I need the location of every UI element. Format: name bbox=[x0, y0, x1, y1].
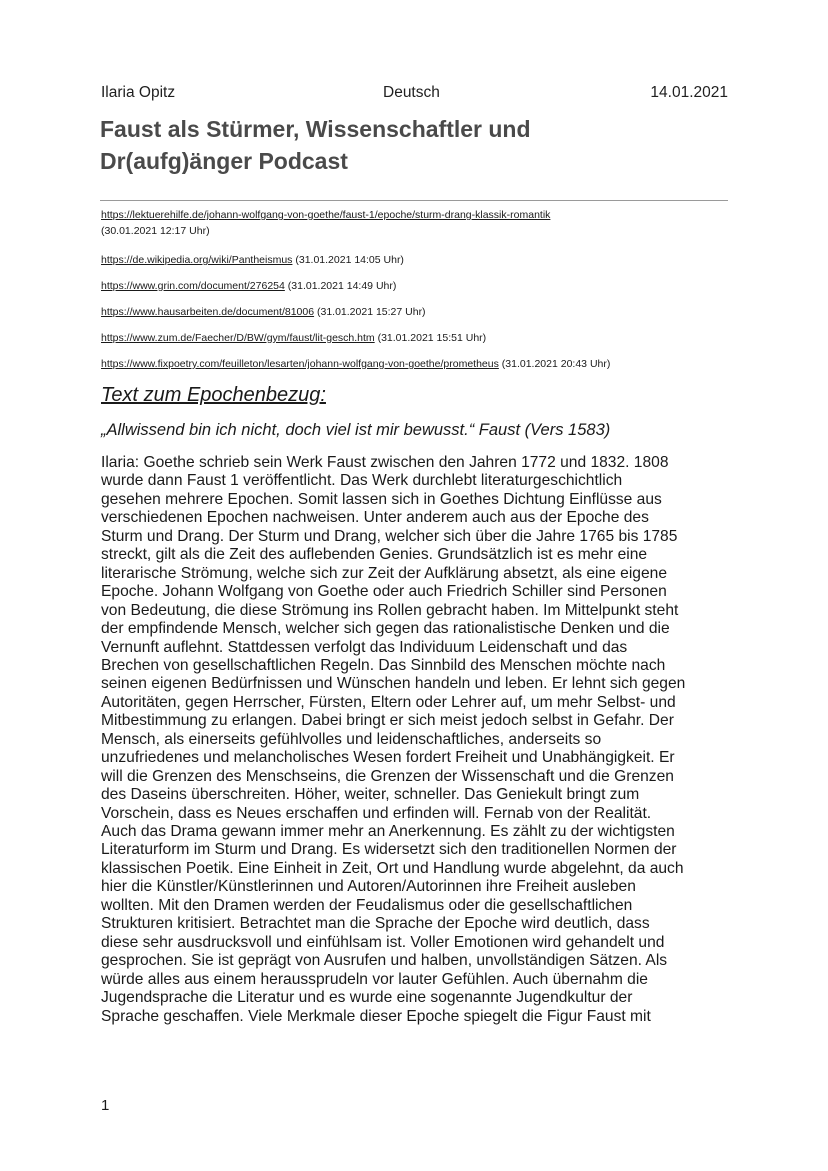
source-item bbox=[101, 208, 550, 222]
source-link[interactable]: https://www.fixpoetry.com/feuilleton/lesarten/johann-wolfgang-von-goethe/prometheus bbox=[101, 358, 499, 370]
header-date: 14.01.2021 bbox=[650, 84, 728, 101]
document-title bbox=[100, 113, 720, 177]
body-line: Sprache geschaffen. Viele Merkmale dieser Epoche spiegelt die Figur Faust mit bbox=[101, 1007, 651, 1025]
header-author: Ilaria Opitz bbox=[101, 84, 176, 101]
body-line: streckt, gilt als die Zeit des auflebenden Genies. Grundsätzlich ist es mehr eine bbox=[101, 546, 648, 564]
source-accessed: (31.01.2021 14:05 Uhr) bbox=[295, 254, 404, 266]
source-item bbox=[101, 305, 426, 319]
body-line: Autoritäten, gegen Herrscher, Fürsten, Eltern oder Lehrer auf, um mehr Selbst- und bbox=[101, 693, 676, 711]
body-line: Epoche. Johann Wolfgang von Goethe oder auch Friedrich Schiller sind Personen bbox=[101, 583, 667, 601]
body-line: will die Grenzen des Menschseins, die Grenzen der Wissenschaft und die Grenzen bbox=[101, 767, 674, 785]
body-line: Vorschein, dass es Neues erschaffen und erfinden will. Fernab von der Realität. bbox=[101, 804, 652, 822]
title-line: Dr(aufg)änger Podcast bbox=[100, 148, 348, 174]
source-accessed: (31.01.2021 15:27 Uhr) bbox=[316, 306, 426, 318]
section-heading: Text zum Epochenbezug: bbox=[101, 384, 326, 406]
page-header bbox=[101, 84, 728, 104]
body-line: seinen eigenen Bedürfnissen und Wünschen handeln und leben. Er lehnt sich gegen bbox=[101, 675, 686, 693]
body-line: Literaturform im Sturm und Drang. Es widersetzt sich den traditionellen Normen der bbox=[101, 841, 677, 859]
body-line: von Bedeutung, die diese Strömung ins Rollen gebracht haben. Im Mittelpunkt steht bbox=[101, 601, 679, 619]
source-link[interactable]: https://lektuerehilfe.de/johann-wolfgang-von-goethe/faust-1/epoche/sturm-drang-klassik-romantik bbox=[101, 209, 551, 221]
body-line: literarische Strömung, welche sich zur Zeit der Aufklärung absetzt, als eine eigene bbox=[101, 564, 667, 582]
source-accessed: (31.01.2021 20:43 Uhr) bbox=[501, 358, 611, 370]
body-line: wollten. Mit den Dramen werden der Feudalismus oder die gesellschaftlichen bbox=[101, 896, 633, 914]
body-line: gesprochen. Sie ist geprägt von Ausrufen und halben, unvollständigen Sätzen. Als bbox=[101, 952, 668, 970]
source-link[interactable]: https://www.zum.de/Faecher/D/BW/gym/faust/lit-gesch.htm bbox=[101, 332, 375, 344]
title-divider bbox=[100, 200, 728, 201]
title-line: Faust als Stürmer, Wissenschaftler und bbox=[100, 116, 531, 142]
body-line: des Daseins überschreiten. Höher, weiter, schneller. Das Geniekult bringt zum bbox=[101, 786, 640, 804]
body-line: Ilaria: Goethe schrieb sein Werk Faust zwischen den Jahren 1772 und 1832. 1808 bbox=[101, 454, 669, 471]
source-item bbox=[101, 331, 486, 345]
body-line: diese sehr ausdrucksvoll und einfühlsam ist. Voller Emotionen wird gehandelt und bbox=[101, 933, 665, 951]
source-access-time bbox=[101, 224, 210, 238]
source-link[interactable]: https://www.grin.com/document/276254 bbox=[101, 280, 285, 292]
body-line: gesehen mehrere Epochen. Somit lassen sich in Goethes Dichtung Einflüsse aus bbox=[101, 490, 662, 508]
page-number: 1 bbox=[101, 1097, 110, 1114]
body-line: Mitbestimmung zu erlangen. Dabei bringt er sich meist jedoch selbst in Gefahr. Der bbox=[101, 712, 674, 730]
source-link[interactable]: https://de.wikipedia.org/wiki/Pantheismus bbox=[101, 254, 293, 266]
source-item bbox=[101, 357, 610, 371]
source-item bbox=[101, 279, 396, 293]
body-line: der empfindende Mensch, welcher sich gegen das rationalistische Denken und die bbox=[101, 620, 670, 638]
body-line: Jugendsprache die Literatur und es wurde eine sogenannte Jugendkultur der bbox=[101, 989, 633, 1007]
body-line: Brechen von gesellschaftlichen Regeln. Das Sinnbild des Menschen möchte nach bbox=[101, 656, 666, 674]
source-accessed: (31.01.2021 15:51 Uhr) bbox=[377, 332, 487, 344]
faust-quote: „Allwissend bin ich nicht, doch viel ist mir bewusst.“ Faust (Vers 1583) bbox=[101, 421, 611, 439]
source-accessed: (30.01.2021 12:17 Uhr) bbox=[101, 225, 210, 237]
source-accessed: (31.01.2021 14:49 Uhr) bbox=[287, 280, 397, 292]
body-line: wurde dann Faust 1 veröffentlicht. Das Werk durchlebt literaturgeschichtlich bbox=[101, 472, 623, 490]
body-line: Sturm und Drang. Der Sturm und Drang, welcher sich über die Jahre 1765 bis 1785 bbox=[101, 527, 678, 545]
body-line: Vernunft auflehnt. Stattdessen verfolgt das Individuum Leidenschaft und das bbox=[101, 638, 628, 656]
source-link[interactable]: https://www.hausarbeiten.de/document/81006 bbox=[101, 306, 315, 318]
source-item bbox=[101, 253, 404, 267]
header-subject: Deutsch bbox=[383, 84, 440, 101]
body-line: Mensch, als einerseits gefühlvolles und leidenschaftliches, anderseits so bbox=[101, 730, 602, 748]
body-line: würde alles aus einem heraussprudeln vor lauter Gefühlen. Auch übernahm die bbox=[101, 970, 648, 988]
body-line: Auch das Drama gewann immer mehr an Anerkennung. Es zählt zu der wichtigsten bbox=[101, 823, 675, 840]
body-line: verschiedenen Epochen nachweisen. Unter anderem auch aus der Epoche des bbox=[101, 509, 649, 527]
body-line: Strukturen kritisiert. Betrachtet man die Sprache der Epoche wird deutlich, dass bbox=[101, 915, 650, 933]
body-line: klassischen Poetik. Eine Einheit in Zeit, Ort und Handlung wurde abgelehnt, da auch bbox=[101, 859, 684, 877]
body-line: unzufriedenes und melancholisches Wesen fordert Freiheit und Unabhängigkeit. Er bbox=[101, 749, 675, 767]
body-line: hier die Künstler/Künstlerinnen und Autoren/Autorinnen ihre Freiheit ausleben bbox=[101, 878, 636, 896]
